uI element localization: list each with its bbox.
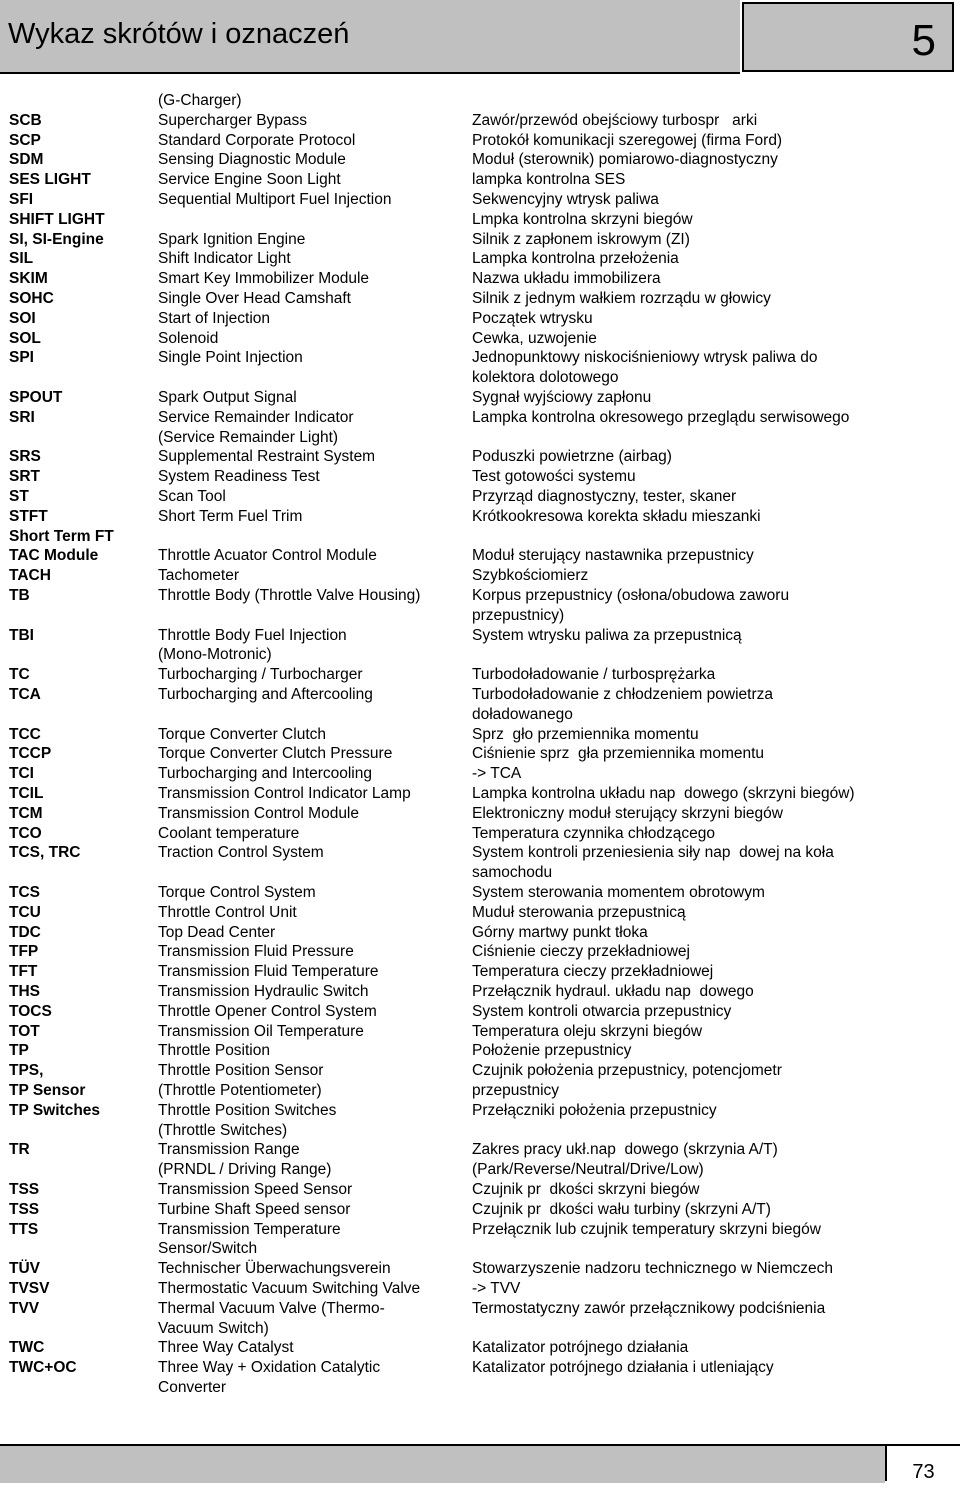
english-term: Single Point Injection — [158, 349, 303, 367]
polish-description: Sprz gło przemiennika momentu — [472, 725, 699, 743]
english-term: Transmission Control Indicator Lamp — [158, 785, 411, 802]
english-term: Start of Injection — [158, 309, 271, 327]
abbreviation: TPS, — [9, 1062, 44, 1080]
abbreviation: TSS — [9, 1200, 40, 1218]
english-term: Supplemental Restraint System — [158, 448, 376, 466]
polish-description: Katalizator potrójnego działania — [472, 1339, 689, 1357]
polish-description: Przełączniki położenia przepustnicy — [472, 1101, 717, 1119]
polish-description: Poduszki powietrzne (airbag) — [472, 448, 672, 466]
english-term: Transmission Oil Temperature — [158, 1022, 364, 1040]
english-term: Short Term Fuel Trim — [158, 507, 303, 525]
polish-description: -> TVV — [472, 1280, 521, 1297]
abbreviation: TR — [9, 1141, 30, 1159]
polish-description: Czujnik pr dkości skrzyni biegów — [472, 1181, 700, 1198]
abbreviation: SFI — [9, 191, 34, 208]
abbreviation: TDC — [9, 923, 41, 941]
english-term: (PRNDL / Driving Range) — [158, 1161, 332, 1179]
english-term: System Readiness Test — [158, 468, 320, 486]
english-term: Supercharger Bypass — [158, 111, 308, 129]
page-title: Wykaz skrótów i oznaczeń — [8, 18, 350, 50]
abbreviation: ST — [9, 488, 29, 505]
polish-description: Górny martwy punkt tłoka — [472, 923, 648, 941]
english-term: Converter — [158, 1379, 227, 1396]
abbreviation: SCB — [9, 111, 42, 129]
abbreviation: SDM — [9, 151, 44, 169]
english-term: Shift Indicator Light — [158, 250, 291, 268]
abbreviation: SOI — [9, 309, 36, 327]
polish-description: Przełącznik lub czujnik temperatury skrzyni biegów — [472, 1220, 821, 1238]
polish-description: Zakres pracy ukł.nap dowego (skrzynia A/T) — [472, 1141, 778, 1159]
polish-description: Położenie przepustnicy — [472, 1042, 632, 1060]
abbreviation: SOL — [9, 329, 41, 347]
english-term: Throttle Acuator Control Module — [158, 547, 377, 565]
polish-description: Początek wtrysku — [472, 309, 593, 327]
polish-description: Przyrząd diagnostyczny, tester, skaner — [472, 488, 737, 505]
polish-description: Czujnik położenia przepustnicy, potencjometr — [472, 1062, 782, 1080]
english-term: Service Remainder Indicator — [158, 408, 354, 426]
english-term: Torque Control System — [158, 884, 316, 901]
polish-description: Korpus przepustnicy (osłona/obudowa zaworu — [472, 587, 790, 604]
abbreviation: SPOUT — [9, 389, 63, 406]
footer-bar — [0, 1444, 885, 1483]
abbreviation: SKIM — [9, 270, 48, 288]
polish-description: System wtrysku paliwa za przepustnicą — [472, 626, 742, 644]
polish-description: Jednopunktowy niskociśnieniowy wtrysk paliwa do — [472, 349, 818, 367]
polish-description: Turbodoładowanie z chłodzeniem powietrza — [472, 686, 773, 703]
english-term: Three Way Catalyst — [158, 1339, 294, 1357]
english-term: Turbocharging and Intercooling — [158, 765, 372, 783]
abbreviation: SI, SI-Engine — [9, 230, 104, 248]
polish-description: Lmpka kontrolna skrzyni biegów — [472, 210, 693, 228]
abbreviation: TC — [9, 666, 30, 684]
abbreviation: SPI — [9, 349, 34, 367]
abbreviation: TP Sensor — [9, 1082, 86, 1099]
polish-description: Krótkookresowa korekta składu mieszanki — [472, 507, 761, 525]
abbreviation: TWC+OC — [9, 1359, 77, 1377]
english-term: Sequential Multiport Fuel Injection — [158, 191, 392, 208]
english-term: Traction Control System — [158, 844, 324, 862]
english-term: Three Way + Oxidation Catalytic — [158, 1359, 381, 1377]
english-term: Turbine Shaft Speed sensor — [158, 1200, 351, 1218]
abbreviation: TCM — [9, 804, 43, 822]
polish-description: Silnik z zapłonem iskrowym (ZI) — [472, 230, 690, 248]
english-term: Solenoid — [158, 329, 219, 347]
english-term: Transmission Temperature — [158, 1220, 341, 1238]
english-term: Spark Output Signal — [158, 389, 297, 406]
abbreviation: TCA — [9, 686, 41, 703]
polish-description: kolektora dolotowego — [472, 369, 619, 387]
abbreviation: TTS — [9, 1220, 39, 1238]
abbreviation: TVSV — [9, 1280, 50, 1297]
polish-description: lampka kontrolna SES — [472, 171, 626, 189]
polish-description: Sekwencyjny wtrysk paliwa — [472, 191, 659, 208]
polish-description: System kontroli otwarcia przepustnicy — [472, 1002, 732, 1020]
abbreviation: TSS — [9, 1181, 40, 1198]
abbreviation: STFT — [9, 507, 48, 525]
abbreviation: TVV — [9, 1299, 40, 1317]
abbreviation: TBI — [9, 626, 34, 644]
polish-description: przepustnicy — [472, 1082, 560, 1099]
english-term: (Throttle Switches) — [158, 1121, 288, 1139]
english-term: Throttle Position Switches — [158, 1101, 337, 1119]
abbreviation: SRS — [9, 448, 41, 466]
english-term: Throttle Control Unit — [158, 903, 297, 921]
abbreviation: TOT — [9, 1022, 40, 1040]
polish-description: Czujnik pr dkości wału turbiny (skrzyni A/T) — [472, 1200, 771, 1218]
abbreviation: TP Switches — [9, 1101, 101, 1119]
english-term: Sensing Diagnostic Module — [158, 151, 346, 169]
polish-description: Katalizator potrójnego działania i utleniający — [472, 1359, 774, 1377]
abbreviation: TAC Module — [9, 547, 99, 565]
polish-description: Lampka kontrolna przełożenia — [472, 250, 679, 268]
english-term: Transmission Fluid Pressure — [158, 943, 354, 961]
abbreviation: SRI — [9, 408, 35, 426]
english-term: Transmission Fluid Temperature — [158, 963, 379, 981]
polish-description: Test gotowości systemu — [472, 468, 636, 486]
abbreviation: TCS — [9, 884, 40, 901]
polish-description: -> TCA — [472, 765, 522, 783]
abbreviation: TCIL — [9, 785, 44, 802]
abbreviation: THS — [9, 983, 40, 1000]
polish-description: Turbodoładowanie / turbosprężarka — [472, 666, 716, 684]
polish-description: Temperatura czynnika chłodzącego — [472, 824, 715, 842]
english-term: Throttle Body (Throttle Valve Housing) — [158, 587, 421, 604]
english-term: Thermal Vacuum Valve (Thermo- — [158, 1299, 385, 1317]
abbreviation: TWC — [9, 1339, 45, 1357]
english-term: Transmission Hydraulic Switch — [158, 983, 369, 1000]
polish-description: Silnik z jednym wałkiem rozrządu w głowicy — [472, 290, 771, 307]
abbreviation: TCI — [9, 765, 34, 783]
abbreviation: TÜV — [9, 1260, 40, 1278]
abbreviation: TP — [9, 1042, 29, 1060]
polish-description: doładowanego — [472, 705, 573, 723]
abbreviation: TFP — [9, 943, 39, 961]
polish-description: Szybkościomierz — [472, 567, 589, 585]
english-term: Top Dead Center — [158, 923, 276, 941]
abbreviation: TCO — [9, 824, 42, 842]
english-term: Transmission Speed Sensor — [158, 1181, 353, 1198]
english-term: Transmission Range — [158, 1141, 300, 1159]
polish-description: Lampka kontrolna układu nap dowego (skrzyni biegów) — [472, 785, 855, 802]
chapter-number: 5 — [911, 16, 936, 65]
abbreviation: TB — [9, 587, 30, 604]
polish-description: Temperatura cieczy przekładniowej — [472, 963, 714, 981]
abbreviation: TOCS — [9, 1002, 52, 1020]
english-term: Torque Converter Clutch Pressure — [158, 745, 393, 763]
polish-description: samochodu — [472, 864, 553, 882]
abbreviation: SRT — [9, 468, 40, 486]
abbreviation: Short Term FT — [9, 527, 114, 545]
polish-description: (Park/Reverse/Neutral/Drive/Low) — [472, 1161, 704, 1179]
polish-description: Ciśnienie sprz gła przemiennika momentu — [472, 745, 765, 763]
abbreviation: SOHC — [9, 290, 54, 307]
english-term: Smart Key Immobilizer Module — [158, 270, 370, 288]
english-term: Turbocharging / Turbocharger — [158, 666, 363, 684]
abbreviation: TCS, TRC — [9, 844, 81, 862]
english-term: (Service Remainder Light) — [158, 428, 339, 446]
english-term: Throttle Body Fuel Injection — [158, 626, 347, 644]
english-term: Turbocharging and Aftercooling — [158, 686, 373, 703]
english-term: (Mono-Motronic) — [158, 646, 272, 664]
english-term: Torque Converter Clutch — [158, 725, 326, 743]
polish-description: Moduł sterujący nastawnika przepustnicy — [472, 547, 754, 565]
polish-description: System sterowania momentem obrotowym — [472, 884, 765, 901]
abbreviation: SIL — [9, 250, 34, 268]
abbreviation: TCC — [9, 725, 41, 743]
english-term: Service Engine Soon Light — [158, 171, 341, 189]
abbreviation: SES LIGHT — [9, 171, 91, 189]
english-term: Throttle Position Sensor — [158, 1062, 324, 1080]
english-term: Transmission Control Module — [158, 804, 360, 822]
polish-description: Sygnał wyjściowy zapłonu — [472, 389, 652, 406]
polish-description: Stowarzyszenie nadzoru technicznego w Niemczech — [472, 1260, 833, 1278]
english-term: Throttle Position — [158, 1042, 270, 1060]
polish-description: Muduł sterowania przepustnicą — [472, 903, 686, 921]
polish-description: Cewka, uzwojenie — [472, 329, 597, 347]
polish-description: Protokół komunikacji szeregowej (firma Ford) — [472, 131, 783, 149]
abbreviation: TACH — [9, 567, 51, 585]
polish-description: Zawór/przewód obejściowy turbospr arki — [472, 111, 758, 129]
polish-description: Elektroniczny moduł sterujący skrzyni biegów — [472, 804, 783, 822]
polish-description: Termostatyczny zawór przełącznikowy podciśnienia — [472, 1299, 826, 1317]
english-term: Scan Tool — [158, 488, 226, 505]
english-term: Technischer Überwachungsverein — [158, 1260, 391, 1278]
abbreviation: SCP — [9, 131, 41, 149]
english-term: Coolant temperature — [158, 824, 300, 842]
english-term: Thermostatic Vacuum Switching Valve — [158, 1280, 421, 1297]
polish-description: przepustnicy) — [472, 606, 565, 624]
english-term: Vacuum Switch) — [158, 1319, 269, 1337]
english-term: Single Over Head Camshaft — [158, 290, 351, 307]
polish-description: System kontroli przeniesienia siły nap dowej na koła — [472, 844, 834, 862]
polish-description: Nazwa układu immobilizera — [472, 270, 661, 288]
english-term: (G-Charger) — [158, 92, 242, 109]
abbreviation: TCU — [9, 903, 41, 921]
english-term: Sensor/Switch — [158, 1240, 258, 1258]
english-term: (Throttle Potentiometer) — [158, 1082, 322, 1099]
abbreviation: TFT — [9, 963, 38, 981]
polish-description: Przełącznik hydraul. układu nap dowego — [472, 983, 754, 1000]
polish-description: Ciśnienie cieczy przekładniowej — [472, 943, 690, 961]
english-term: Tachometer — [158, 567, 239, 585]
english-term: Standard Corporate Protocol — [158, 131, 356, 149]
abbreviation: TCCP — [9, 745, 52, 763]
english-term: Throttle Opener Control System — [158, 1002, 377, 1020]
polish-description: Temperatura oleju skrzyni biegów — [472, 1022, 703, 1040]
polish-description: Lampka kontrolna okresowego przeglądu serwisowego — [472, 408, 850, 426]
polish-description: Moduł (sterownik) pomiarowo-diagnostyczny — [472, 151, 778, 169]
english-term: Spark Ignition Engine — [158, 230, 306, 248]
abbreviation: SHIFT LIGHT — [9, 210, 105, 228]
page-number: 73 — [885, 1444, 960, 1481]
